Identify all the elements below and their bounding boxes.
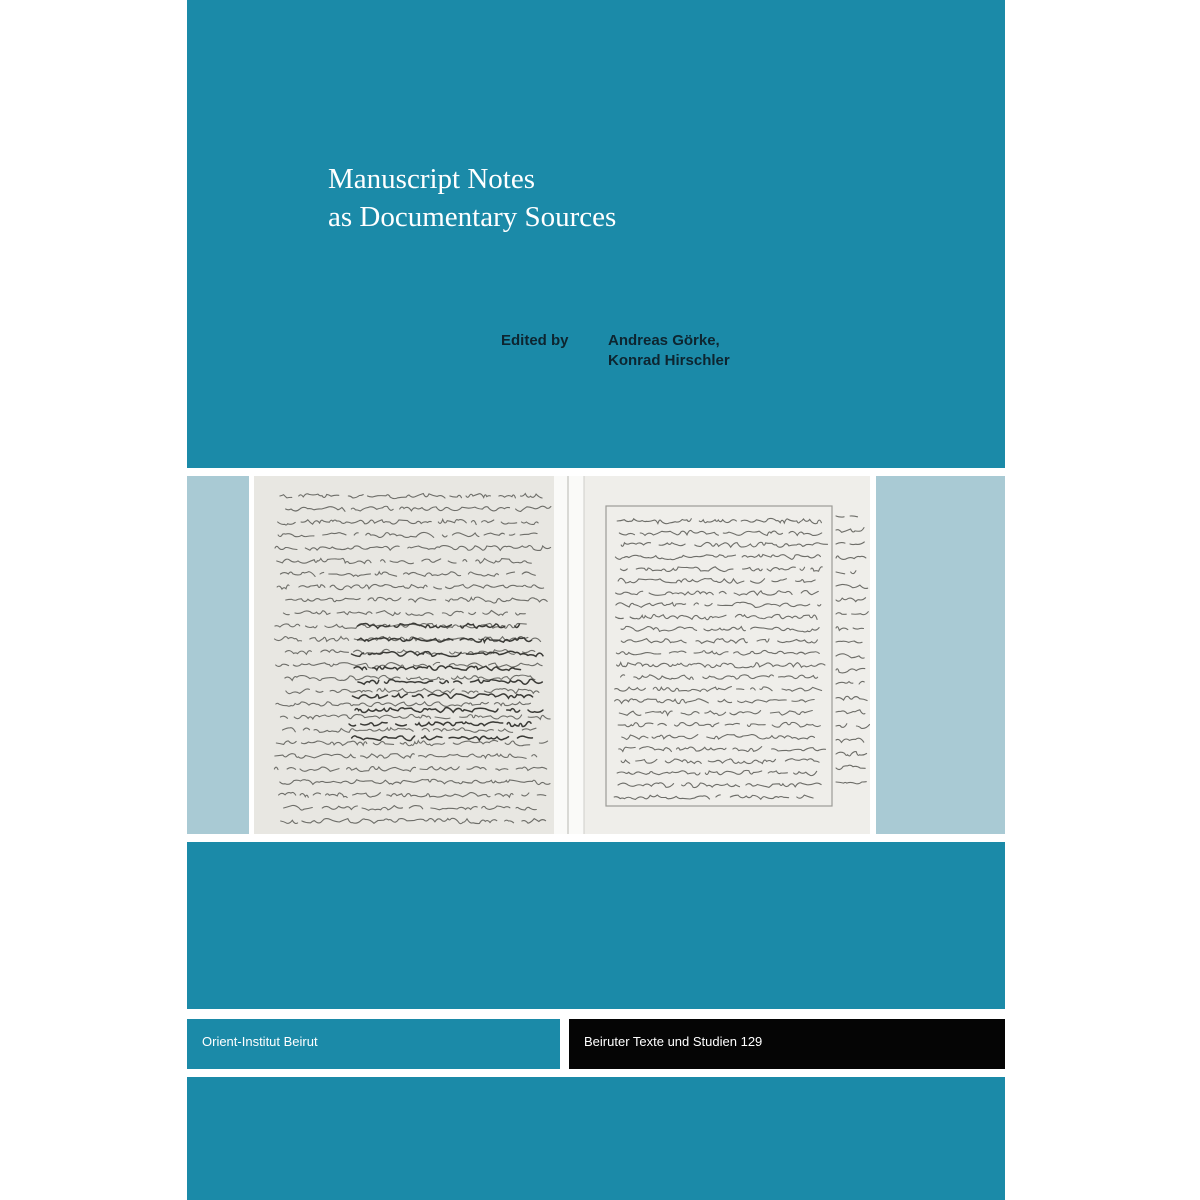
- edited-by-label: Edited by: [501, 332, 569, 349]
- publisher-name: Orient-Institut Beirut: [202, 1034, 318, 1049]
- left-side-block: [187, 476, 249, 834]
- cover-middle-band: [187, 842, 1005, 1009]
- manuscript-image: [254, 476, 870, 834]
- book-title: [328, 160, 928, 236]
- title-line-1: Manuscript Notes: [328, 163, 535, 195]
- editor-name-1: Andreas Görke,: [608, 332, 720, 349]
- book-cover: [187, 0, 1005, 1200]
- series-box: [569, 1019, 1005, 1069]
- editor-names: [608, 331, 730, 371]
- right-side-block: [876, 476, 1005, 834]
- publisher-box: [187, 1019, 560, 1069]
- series-name: Beiruter Texte und Studien 129: [584, 1034, 763, 1049]
- title-line-2: as Documentary Sources: [328, 201, 617, 233]
- editor-name-2: Konrad Hirschler: [608, 352, 730, 369]
- manuscript-photo: [254, 476, 870, 834]
- cover-bottom-band: [187, 1077, 1005, 1200]
